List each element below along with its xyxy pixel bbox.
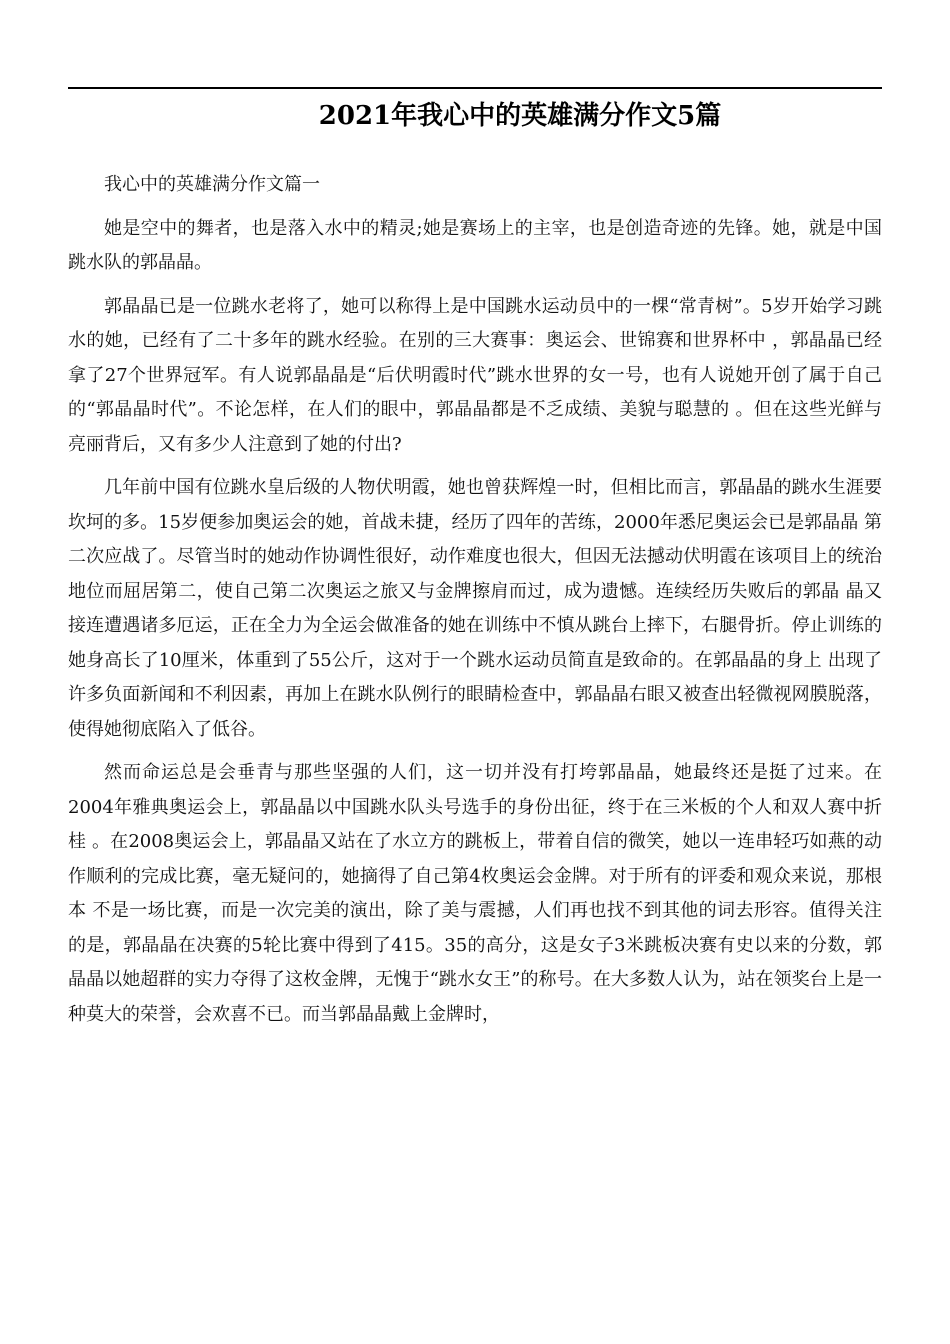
paragraph: 几年前中国有位跳水皇后级的人物伏明霞，她也曾获辉煌一时，但相比而言，郭晶晶的跳水生涯要坎坷的多。15岁便参加奥运会的她，首战未捷，经历了四年的苦练，2000年悉尼奥运会已是郭晶晶 第二次应战了。尽管当时的她动作协调性很好，动作难度也很大，但因无法撼动伏明霞在该项目上的统治地位而屈居第二，使自己第二次奥运之旅又与金牌擦肩而过，成为遗憾。连续经历失败后的郭晶 晶又接连遭遇诸多厄运，正在全力为全运会做准备的她在训练中不慎从跳台上摔下，右腿骨折。停止训练的她身高长了10厘米，体重到了55公斤，这对于一个跳水运动员简直是致命的。在郭晶晶的身上 出现了许多负面新闻和不利因素，再加上在跳水队例行的眼睛检查中，郭晶晶右眼又被查出轻微视网膜脱落，使得她彻底陷入了低谷。 xyxy=(68,477,882,740)
header-rule xyxy=(68,87,882,89)
essay-subheading: 我心中的英雄满分作文篇一 xyxy=(104,174,320,195)
paragraph: 她是空中的舞者，也是落入水中的精灵;她是赛场上的主宰，也是创造奇迹的先锋。她，就是中国跳水队的郭晶晶。 xyxy=(68,217,882,273)
document-title: 2021年我心中的英雄满分作文5篇 xyxy=(318,101,722,131)
paragraph: 然而命运总是会垂青与那些坚强的人们，这一切并没有打垮郭晶晶，她最终还是挺了过来。在2004年雅典奥运会上，郭晶晶以中国跳水队头号选手的身份出征，终于在三米板的个人和双人赛中折桂 。在2008奥运会上，郭晶晶又站在了水立方的跳板上，带着自信的微笑，她以一连串轻巧如燕的动作顺利的完成比赛，毫无疑问的，她摘得了自己第4枚奥运会金牌。对于所有的评委和观众来说，那根本 不是一场比赛，而是一次完美的演出，除了美与震撼，人们再也找不到其他的词去形容。值得关注的是，郭晶晶在决赛的5轮比赛中得到了415。35的高分，这是女子3米跳板决赛有史以来的分数，郭 晶晶以她超群的实力夺得了这枚金牌，无愧于“跳水女王”的称号。在大多数人认为，站在领奖台上是一种莫大的荣誉，会欢喜不已。而当郭晶晶戴上金牌时， xyxy=(68,762,882,1025)
paragraph: 郭晶晶已是一位跳水老将了，她可以称得上是中国跳水运动员中的一棵“常青树”。5岁开始学习跳水的她，已经有了二十多年的跳水经验。在别的三大赛事：奥运会、世锦赛和世界杯中 ，郭晶晶已经拿了27个世界冠军。有人说郭晶晶是“后伏明霞时代”跳水世界的女一号，也有人说她开创了属于自己的“郭晶晶时代”。不论怎样，在人们的眼中，郭晶晶都是不乏成绩、美貌与聪慧的 。但在这些光鲜与亮丽背后，又有多少人注意到了她的付出? xyxy=(68,295,882,455)
document-body xyxy=(68,168,882,1041)
